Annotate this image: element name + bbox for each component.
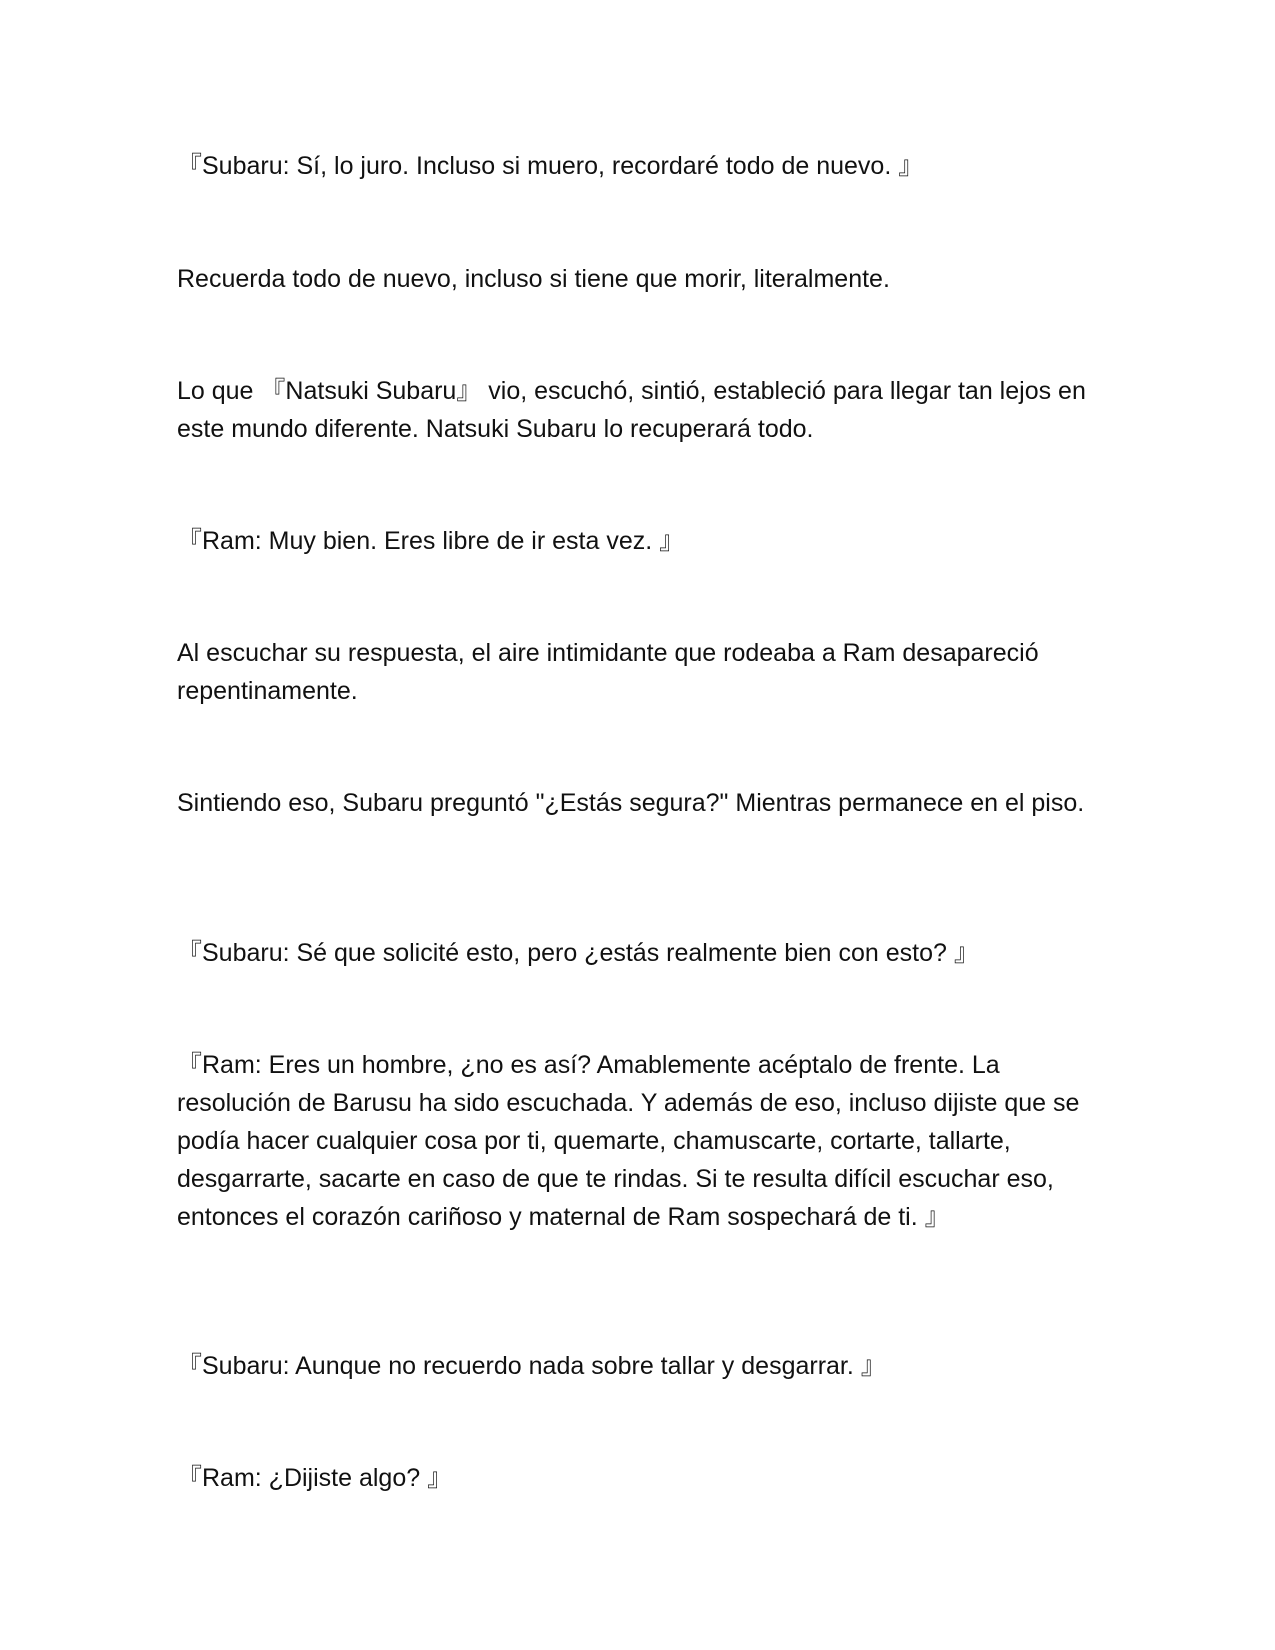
narration-remember: Recuerda todo de nuevo, incluso si tiene que morir, literalmente. xyxy=(177,265,890,293)
dialogue-ram-free: 『Ram: Muy bien. Eres libre de ir esta vez. 』 xyxy=(177,527,685,555)
dialogue-ram-question: 『Ram: ¿Dijiste algo? 』 xyxy=(177,1464,453,1492)
narration-subaru-asks: Sintiendo eso, Subaru preguntó "¿Estás segura?" Mientras permanece en el piso. xyxy=(177,789,1085,817)
narration-ram-aura: Al escuchar su respuesta, el aire intimidante que rodeaba a Ram desapareció repentinamente. xyxy=(177,639,1039,705)
dialogue-ram-resolution: 『Ram: Eres un hombre, ¿no es así? Amablemente acéptalo de frente. La resolución de Barusu ha sido escuchada. Y además de eso, incluso dijiste que se podía hacer cualquier cosa por ti, quemarte, chamuscarte, cortarte, tallarte, desgarrarte, sacarte en caso de que te rindas. Si te resulta difícil escuchar eso, entonces el corazón cariñoso y maternal de Ram sospechará de ti. 』 xyxy=(177,1051,1080,1231)
narration-natsuki-subaru: Lo que 『Natsuki Subaru』 vio, escuchó, sintió, estableció para llegar tan lejos en este mundo diferente. Natsuki Subaru lo recuperará todo. xyxy=(177,377,1086,443)
dialogue-subaru-carving: 『Subaru: Aunque no recuerdo nada sobre tallar y desgarrar. 』 xyxy=(177,1352,886,1380)
dialogue-subaru-sure: 『Subaru: Sé que solicité esto, pero ¿estás realmente bien con esto? 』 xyxy=(177,939,979,967)
dialogue-subaru-oath: 『Subaru: Sí, lo juro. Incluso si muero, recordaré todo de nuevo. 』 xyxy=(177,152,924,180)
